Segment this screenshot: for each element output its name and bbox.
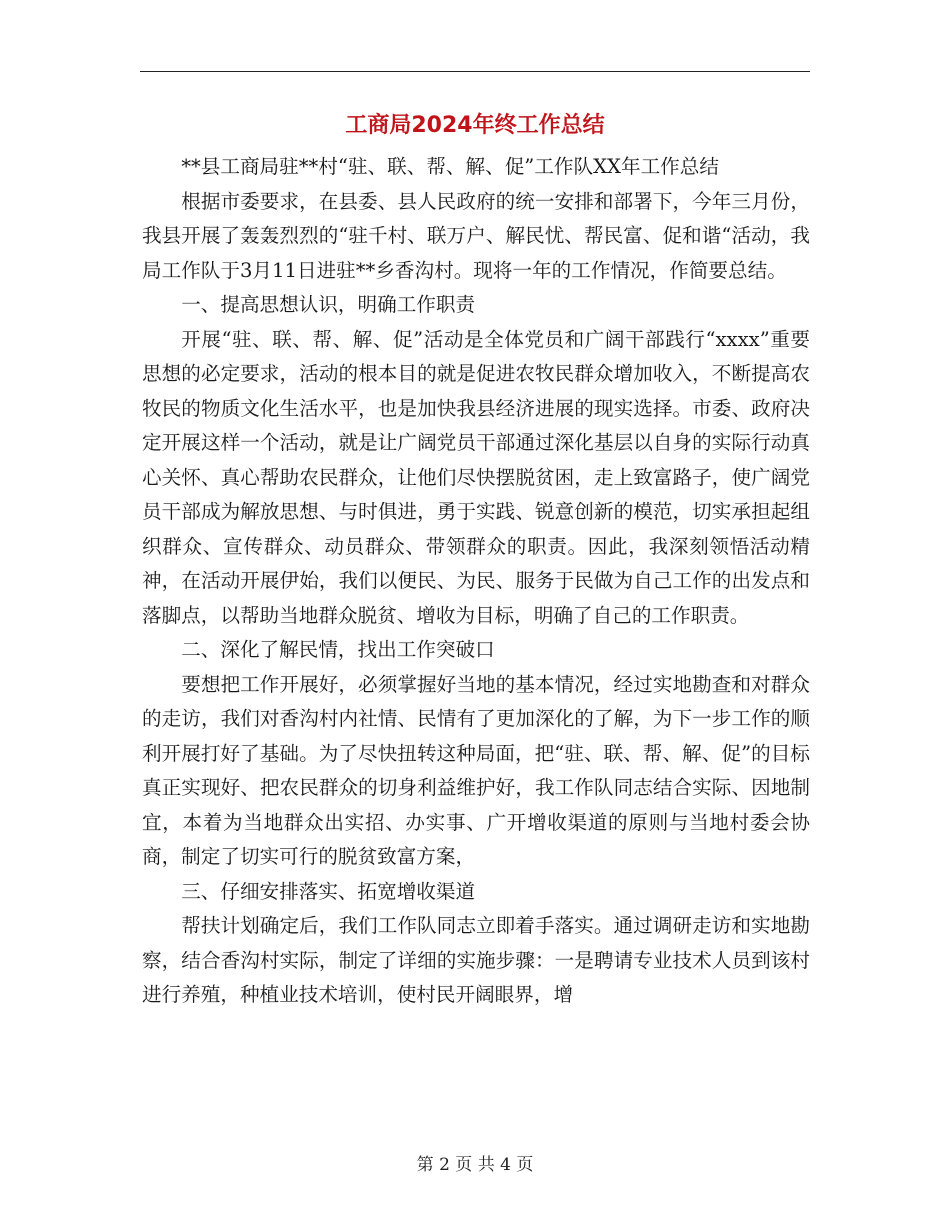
header-rule <box>140 71 810 72</box>
section-heading-3: 三、仔细安排落实、拓宽增收渠道 <box>181 879 476 903</box>
document-title: 工商局2024年终工作总结 <box>345 113 605 138</box>
page-number-footer: 第 2 页 共 4 页 <box>416 1155 534 1175</box>
paragraph-subtitle: **县工商局驻**村“驻、联、帮、解、促”工作队XX年工作总结 <box>181 155 719 178</box>
paragraph-section-2: 要想把工作开展好，必须掌握好当地的基本情况，经过实地勘查和对群众的走访，我们对香沟村内社情、民情有了更加深化的了解，为下一步工作的顺利开展打好了基础。为了尽快扭转这种局面，把“驻、联、帮、解、促”的目标真正实现好、把农民群众的切身利益维护好，我工作队同志结合实际、因地制宜，本着为当地群众出实招、办实事、广开增收渠道的原则与当地村委会协商，制定了切实可行的脱贫致富方案， <box>142 672 810 868</box>
document-body <box>142 150 810 1013</box>
paragraph-intro: 根据市委要求，在县委、县人民政府的统一安排和部署下，今年三月份，我县开展了轰轰烈烈的“驻千村、联万户、解民忧、帮民富、促和谐“活动，我局工作队于3月11日进驻**乡香沟村。现将一年的工作情况，作简要总结。 <box>142 189 810 282</box>
paragraph-section-1: 开展“驻、联、帮、解、促”活动是全体党员和广阔干部践行“xxxx”重要思想的必定要求，活动的根本目的就是促进农牧民群众增加收入，不断提高农牧民的物质文化生活水平，也是加快我县经济进展的现实选择。市委、政府决定开展这样一个活动，就是让广阔党员干部通过深化基层以自身的实际行动真心关怀、真心帮助农民群众，让他们尽快摆脱贫困，走上致富路子，使广阔党员干部成为解放思想、与时俱进，勇于实践、锐意创新的模范，切实承担起组织群众、宣传群众、动员群众、带领群众的职责。因此，我深刻领悟活动精神，在活动开展伊始，我们以便民、为民、服务于民做为自己工作的出发点和落脚点，以帮助当地群众脱贫、增收为目标，明确了自己的工作职责。 <box>142 327 810 627</box>
paragraph-section-3: 帮扶计划确定后，我们工作队同志立即着手落实。通过调研走访和实地勘察，结合香沟村实际，制定了详细的实施步骤：一是聘请专业技术人员到该村进行养殖，种植业技术培训，使村民开阔眼界，增 <box>142 914 810 1006</box>
section-heading-2: 二、深化了解民情，找出工作突破口 <box>181 638 495 661</box>
section-heading-1: 一、提高思想认识，明确工作职责 <box>181 293 476 316</box>
